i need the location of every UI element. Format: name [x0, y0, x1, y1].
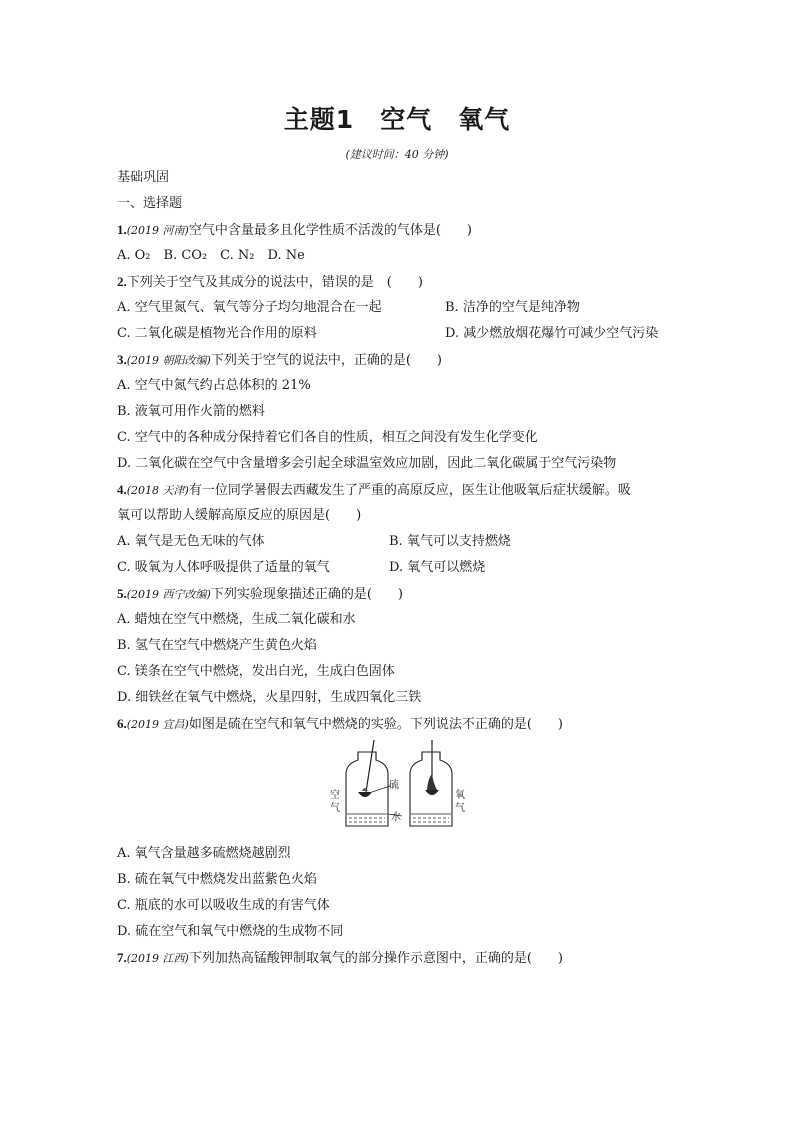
option-d: D. 细铁丝在氧气中燃烧，火星四射，生成四氧化三铁 [117, 690, 422, 705]
label-oxygen-char-2: 气 [455, 803, 465, 814]
question-stem-continued: 氧可以帮助人缓解高原反应的原因是( ) [117, 508, 362, 523]
option-b: B. 液氧可用作火箭的燃料 [117, 404, 265, 419]
question-source: (2019 西宁改编) [126, 588, 211, 601]
option-a: A. 空气中氮气约占总体积的 21% [117, 378, 311, 393]
question-source: (2019 河南) [126, 224, 189, 237]
label-oxygen-char-1: 氧 [455, 790, 465, 801]
option-a: A. 空气里氮气、氧气等分子均匀地混合在一起 [117, 300, 382, 315]
option-a: A. 氧气是无色无味的气体 [117, 534, 265, 549]
combustion-spoon-right [425, 790, 439, 795]
question-source: (2019 朝阳改编) [126, 354, 211, 367]
question-4 [117, 481, 687, 500]
question-stem: 下列实验现象描述正确的是( ) [210, 587, 403, 602]
question-number: 7. [117, 950, 127, 965]
question-stem: 下列关于空气的说法中，正确的是( ) [210, 353, 442, 368]
question-1-options: A. O₂ B. CO₂ C. N₂ D. Ne [117, 248, 305, 263]
option-c: C. 空气中的各种成分保持着它们各自的性质，相互之间没有发生化学变化 [117, 430, 538, 445]
option-b: B. 硫在氧气中燃烧发出蓝紫色火焰 [117, 872, 317, 887]
question-number: 4. [117, 482, 127, 497]
water-layer-right [411, 814, 451, 822]
option-b: B. 氧气可以支持燃烧 [389, 534, 511, 549]
question-6 [117, 715, 687, 734]
water-layer-left [347, 814, 387, 822]
combustion-spoon-left [358, 792, 372, 797]
option-d: D. 二氧化碳在空气中含量增多会引起全球温室效应加剧，因此二氧化碳属于空气污染物 [117, 456, 617, 471]
option-b: B. 洁净的空气是纯净物 [445, 300, 580, 315]
label-water: 水 [391, 812, 401, 823]
question-number: 5. [117, 586, 127, 601]
sulfur-flame-right [427, 774, 437, 790]
question-1 [117, 221, 687, 240]
label-air-char-2: 气 [330, 803, 340, 814]
question-source: (2019 江西) [126, 952, 189, 965]
option-a: A. 氧气含量越多硫燃烧越剧烈 [117, 846, 291, 861]
question-5 [117, 585, 687, 604]
question-source: (2019 宜昌) [126, 718, 189, 731]
section-heading: 基础巩固 [117, 170, 170, 185]
suggested-time: (建议时间：40 分钟) [345, 148, 449, 161]
question-source: (2018 天津) [126, 484, 189, 497]
option-b: B. 氢气在空气中燃烧产生黄色火焰 [117, 638, 317, 653]
question-stem: 下列关于空气及其成分的说法中，错误的是 ( ) [126, 275, 423, 290]
page-title: 主题1 空气 氧气 [283, 105, 511, 134]
question-number: 1. [117, 222, 127, 237]
question-7 [117, 949, 687, 968]
question-stem: 如图是硫在空气和氧气中燃烧的实验。下列说法不正确的是( ) [188, 717, 563, 732]
option-c: C. 瓶底的水可以吸收生成的有害气体 [117, 898, 330, 913]
option-c: C. 二氧化碳是植物光合作用的原料 [117, 326, 317, 341]
question-number: 3. [117, 352, 127, 367]
question-stem: 有一位同学暑假去西藏发生了严重的高原反应，医生让他吸氧后症状缓解。吸 [188, 483, 631, 498]
question-number: 2. [117, 274, 127, 289]
option-c: C. 镁条在空气中燃烧，发出白光，生成白色固体 [117, 664, 395, 679]
sulfur-leader-line [372, 786, 390, 792]
question-stem: 空气中含量最多且化学性质不活泼的气体是( ) [188, 223, 472, 238]
sulfur-combustion-figure [328, 740, 468, 832]
experiment-diagram [328, 740, 468, 832]
option-c: C. 吸氧为人体呼吸提供了适量的氧气 [117, 560, 330, 575]
question-stem: 下列加热高锰酸钾制取氧气的部分操作示意图中，正确的是( ) [188, 951, 563, 966]
label-air-char-1: 空 [330, 790, 340, 801]
question-3 [117, 351, 687, 370]
option-d: D. 硫在空气和氧气中燃烧的生成物不同 [117, 924, 344, 939]
spoon-handle-left [366, 740, 374, 792]
option-d: D. 减少燃放烟花爆竹可减少空气污染 [445, 326, 659, 341]
label-sulfur: 硫 [389, 780, 399, 791]
option-d: D. 氧气可以燃烧 [389, 560, 486, 575]
question-number: 6. [117, 716, 127, 731]
question-2 [117, 273, 687, 292]
part-heading: 一、选择题 [117, 196, 183, 211]
option-a: A. 蜡烛在空气中燃烧，生成二氧化碳和水 [117, 612, 356, 627]
